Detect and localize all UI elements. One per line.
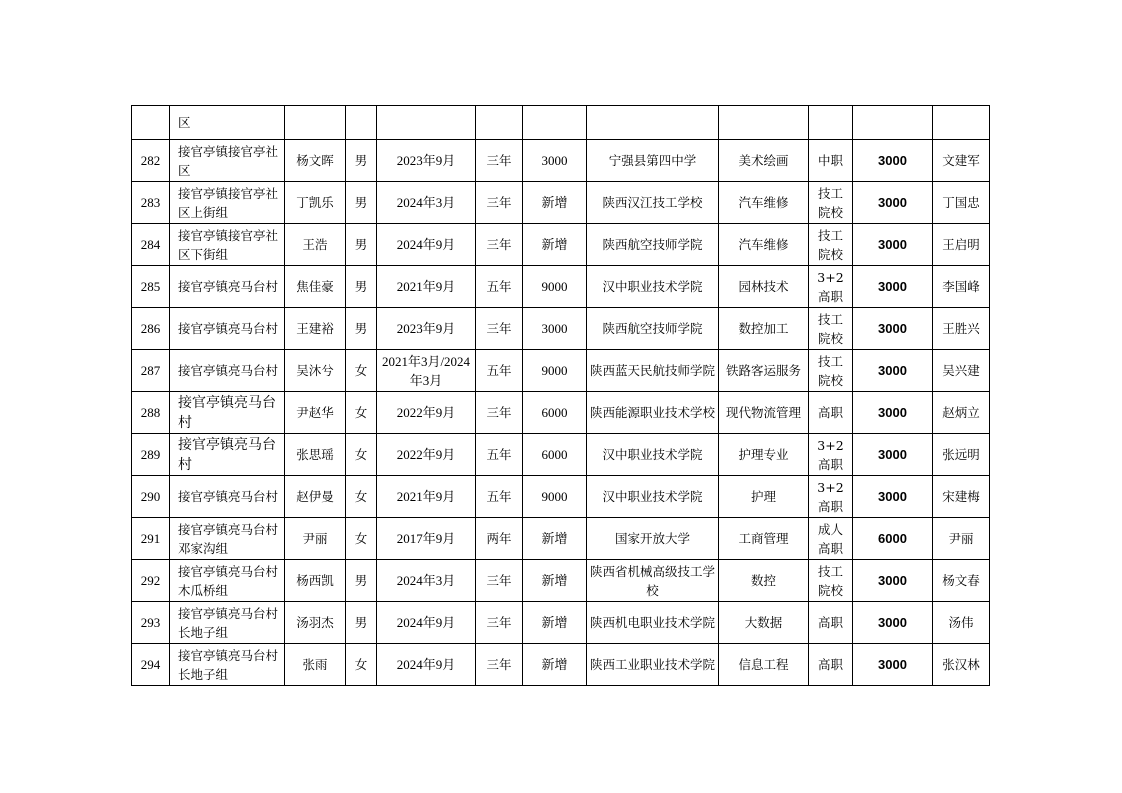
cell-major: 大数据	[719, 602, 809, 644]
cell-level	[809, 106, 853, 140]
cell-major	[719, 106, 809, 140]
cell-gender: 女	[346, 392, 377, 434]
cell-level: 3+2高职	[809, 476, 853, 518]
cell-amount: 6000	[853, 518, 933, 560]
cell-gender: 女	[346, 350, 377, 392]
cell-payee: 李国峰	[933, 266, 990, 308]
cell-fee: 新增	[523, 182, 587, 224]
cell-level: 高职	[809, 644, 853, 686]
cell-major: 护理专业	[719, 434, 809, 476]
cell-gender: 男	[346, 182, 377, 224]
cell-school: 陕西航空技师学院	[587, 224, 719, 266]
cell-fee	[523, 106, 587, 140]
cell-payee: 王胜兴	[933, 308, 990, 350]
cell-school	[587, 106, 719, 140]
cell-name: 焦佳豪	[285, 266, 346, 308]
roster-body	[132, 106, 990, 686]
cell-duration: 三年	[476, 602, 523, 644]
cell-no: 284	[132, 224, 170, 266]
cell-major: 信息工程	[719, 644, 809, 686]
table-row	[132, 476, 990, 518]
cell-name: 王建裕	[285, 308, 346, 350]
cell-address: 接官亭镇亮马台村长地子组	[170, 644, 285, 686]
cell-amount: 3000	[853, 560, 933, 602]
cell-school: 陕西航空技师学院	[587, 308, 719, 350]
cell-school: 陕西机电职业技术学院	[587, 602, 719, 644]
cell-major: 汽车维修	[719, 224, 809, 266]
cell-school: 汉中职业技术学院	[587, 476, 719, 518]
cell-school: 陕西能源职业技术学校	[587, 392, 719, 434]
cell-level: 技工院校	[809, 560, 853, 602]
cell-payee: 杨文春	[933, 560, 990, 602]
cell-duration: 五年	[476, 434, 523, 476]
cell-fee: 9000	[523, 350, 587, 392]
cell-no: 287	[132, 350, 170, 392]
cell-gender: 男	[346, 308, 377, 350]
cell-enroll-date: 2024年3月	[377, 560, 476, 602]
cell-address: 区	[170, 106, 285, 140]
table-row	[132, 308, 990, 350]
cell-major: 数控加工	[719, 308, 809, 350]
cell-gender: 男	[346, 224, 377, 266]
cell-address: 接官亭镇接官亭社区上街组	[170, 182, 285, 224]
cell-major: 铁路客运服务	[719, 350, 809, 392]
cell-duration: 两年	[476, 518, 523, 560]
cell-enroll-date: 2023年9月	[377, 140, 476, 182]
table-row	[132, 106, 990, 140]
cell-fee: 9000	[523, 476, 587, 518]
cell-major: 数控	[719, 560, 809, 602]
cell-fee: 新增	[523, 644, 587, 686]
cell-school: 汉中职业技术学院	[587, 266, 719, 308]
cell-address: 接官亭镇亮马台村长地子组	[170, 602, 285, 644]
cell-name	[285, 106, 346, 140]
table-row	[132, 182, 990, 224]
cell-name: 赵伊曼	[285, 476, 346, 518]
cell-amount: 3000	[853, 182, 933, 224]
cell-enroll-date: 2021年9月	[377, 266, 476, 308]
cell-level: 成人高职	[809, 518, 853, 560]
cell-gender: 男	[346, 266, 377, 308]
table-row	[132, 644, 990, 686]
cell-address: 接官亭镇接官亭社区	[170, 140, 285, 182]
cell-no: 285	[132, 266, 170, 308]
cell-name: 丁凯乐	[285, 182, 346, 224]
cell-no: 291	[132, 518, 170, 560]
cell-fee: 6000	[523, 434, 587, 476]
cell-fee: 新增	[523, 518, 587, 560]
table-row	[132, 392, 990, 434]
cell-school: 陕西工业职业技术学院	[587, 644, 719, 686]
cell-no: 294	[132, 644, 170, 686]
cell-enroll-date: 2021年3月/2024年3月	[377, 350, 476, 392]
cell-level: 3+2高职	[809, 266, 853, 308]
cell-name: 汤羽杰	[285, 602, 346, 644]
cell-level: 技工院校	[809, 224, 853, 266]
cell-major: 园林技术	[719, 266, 809, 308]
cell-duration: 三年	[476, 308, 523, 350]
table-row	[132, 602, 990, 644]
cell-school: 陕西汉江技工学校	[587, 182, 719, 224]
cell-gender: 女	[346, 644, 377, 686]
cell-name: 杨西凯	[285, 560, 346, 602]
cell-duration: 三年	[476, 560, 523, 602]
cell-fee: 3000	[523, 140, 587, 182]
table-row	[132, 560, 990, 602]
cell-enroll-date: 2024年3月	[377, 182, 476, 224]
cell-amount	[853, 106, 933, 140]
cell-payee: 张远明	[933, 434, 990, 476]
cell-no	[132, 106, 170, 140]
cell-amount: 3000	[853, 476, 933, 518]
cell-level: 中职	[809, 140, 853, 182]
cell-amount: 3000	[853, 140, 933, 182]
cell-no: 288	[132, 392, 170, 434]
cell-name: 张雨	[285, 644, 346, 686]
cell-payee: 尹丽	[933, 518, 990, 560]
cell-address: 接官亭镇亮马台村	[170, 434, 285, 476]
cell-name: 杨文晖	[285, 140, 346, 182]
cell-amount: 3000	[853, 644, 933, 686]
cell-level: 3+2高职	[809, 434, 853, 476]
cell-name: 尹赵华	[285, 392, 346, 434]
cell-payee: 吴兴建	[933, 350, 990, 392]
cell-duration: 五年	[476, 266, 523, 308]
cell-major: 护理	[719, 476, 809, 518]
cell-payee: 赵炳立	[933, 392, 990, 434]
cell-name: 尹丽	[285, 518, 346, 560]
cell-name: 吴沐兮	[285, 350, 346, 392]
table-row	[132, 140, 990, 182]
cell-school: 陕西省机械高级技工学校	[587, 560, 719, 602]
cell-duration: 三年	[476, 644, 523, 686]
cell-gender: 女	[346, 518, 377, 560]
cell-address: 接官亭镇亮马台村	[170, 266, 285, 308]
cell-amount: 3000	[853, 266, 933, 308]
cell-amount: 3000	[853, 434, 933, 476]
cell-no: 282	[132, 140, 170, 182]
cell-no: 293	[132, 602, 170, 644]
cell-school: 国家开放大学	[587, 518, 719, 560]
cell-address: 接官亭镇亮马台村	[170, 350, 285, 392]
cell-no: 290	[132, 476, 170, 518]
cell-major: 现代物流管理	[719, 392, 809, 434]
cell-payee: 汤伟	[933, 602, 990, 644]
cell-gender: 女	[346, 476, 377, 518]
cell-payee: 宋建梅	[933, 476, 990, 518]
cell-major: 汽车维修	[719, 182, 809, 224]
cell-address: 接官亭镇亮马台村	[170, 392, 285, 434]
cell-fee: 新增	[523, 560, 587, 602]
cell-address: 接官亭镇亮马台村	[170, 476, 285, 518]
cell-name: 王浩	[285, 224, 346, 266]
cell-level: 技工院校	[809, 308, 853, 350]
cell-major: 工商管理	[719, 518, 809, 560]
cell-enroll-date: 2024年9月	[377, 602, 476, 644]
table-row	[132, 434, 990, 476]
cell-level: 高职	[809, 392, 853, 434]
cell-payee: 王启明	[933, 224, 990, 266]
table-row	[132, 350, 990, 392]
cell-enroll-date: 2022年9月	[377, 392, 476, 434]
cell-school: 汉中职业技术学院	[587, 434, 719, 476]
cell-amount: 3000	[853, 224, 933, 266]
cell-gender: 男	[346, 560, 377, 602]
cell-duration: 三年	[476, 392, 523, 434]
cell-enroll-date: 2021年9月	[377, 476, 476, 518]
cell-gender: 男	[346, 140, 377, 182]
cell-amount: 3000	[853, 392, 933, 434]
cell-payee	[933, 106, 990, 140]
cell-name: 张思瑶	[285, 434, 346, 476]
cell-fee: 6000	[523, 392, 587, 434]
cell-fee: 3000	[523, 308, 587, 350]
cell-duration: 三年	[476, 182, 523, 224]
cell-payee: 张汉林	[933, 644, 990, 686]
cell-fee: 新增	[523, 224, 587, 266]
cell-enroll-date: 2024年9月	[377, 644, 476, 686]
cell-amount: 3000	[853, 350, 933, 392]
cell-address: 接官亭镇亮马台村木瓜桥组	[170, 560, 285, 602]
subsidy-roster-table	[131, 105, 990, 686]
cell-level: 高职	[809, 602, 853, 644]
table-row	[132, 224, 990, 266]
cell-level: 技工院校	[809, 182, 853, 224]
cell-duration: 五年	[476, 476, 523, 518]
cell-gender: 男	[346, 602, 377, 644]
cell-payee: 丁国忠	[933, 182, 990, 224]
table-row	[132, 266, 990, 308]
cell-enroll-date: 2017年9月	[377, 518, 476, 560]
cell-school: 宁强县第四中学	[587, 140, 719, 182]
cell-amount: 3000	[853, 308, 933, 350]
cell-enroll-date: 2024年9月	[377, 224, 476, 266]
cell-no: 292	[132, 560, 170, 602]
cell-no: 286	[132, 308, 170, 350]
cell-duration: 三年	[476, 224, 523, 266]
cell-school: 陕西蓝天民航技师学院	[587, 350, 719, 392]
table-row	[132, 518, 990, 560]
cell-enroll-date	[377, 106, 476, 140]
cell-duration	[476, 106, 523, 140]
cell-amount: 3000	[853, 602, 933, 644]
cell-no: 283	[132, 182, 170, 224]
cell-major: 美术绘画	[719, 140, 809, 182]
cell-no: 289	[132, 434, 170, 476]
cell-enroll-date: 2023年9月	[377, 308, 476, 350]
cell-address: 接官亭镇亮马台村	[170, 308, 285, 350]
cell-level: 技工院校	[809, 350, 853, 392]
cell-address: 接官亭镇接官亭社区下街组	[170, 224, 285, 266]
cell-enroll-date: 2022年9月	[377, 434, 476, 476]
cell-duration: 三年	[476, 140, 523, 182]
cell-gender	[346, 106, 377, 140]
cell-duration: 五年	[476, 350, 523, 392]
cell-gender: 女	[346, 434, 377, 476]
cell-payee: 文建军	[933, 140, 990, 182]
cell-fee: 新增	[523, 602, 587, 644]
cell-fee: 9000	[523, 266, 587, 308]
cell-address: 接官亭镇亮马台村邓家沟组	[170, 518, 285, 560]
